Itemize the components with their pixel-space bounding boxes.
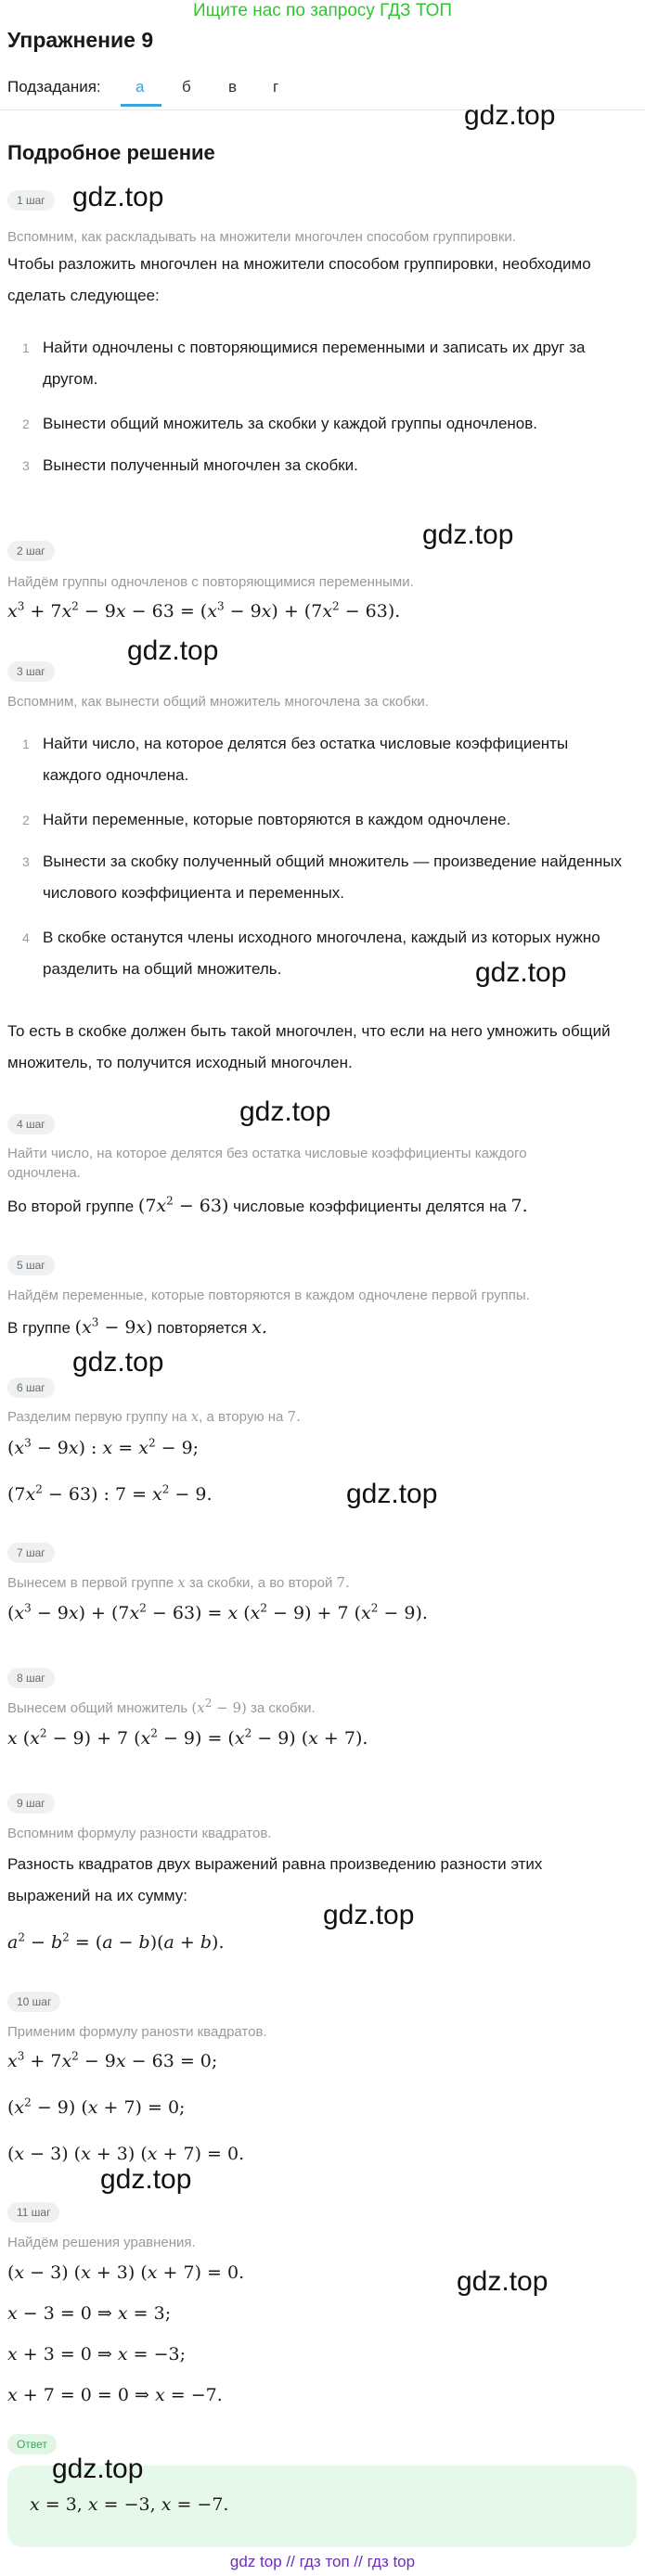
step-badge: 1 шаг (7, 190, 55, 211)
step-note: Найдём переменные, которые повторяются в каждом одночлене первой группы. (7, 1288, 530, 1303)
step-text: Чтобы разложить многочлен на множители способом группировки, необходимо сделать следующее: (7, 255, 591, 304)
step-note: Применим формулу раноsти квадратов. (7, 2024, 267, 2040)
answer-equation: x = 3, x = −3, x = −7. (30, 2494, 229, 2515)
equation: x + 7 = 0 = 0 ⇒ x = −7. (7, 2385, 223, 2405)
step-text: Во второй группе $(7x^2 - 63)$ числовые коэффициенты делятся на 7. (7, 1194, 528, 1216)
watermark: gdz.top (475, 957, 567, 988)
step-badge: 10 шаг (7, 1992, 60, 2012)
list-number: 3 (22, 854, 30, 869)
subtasks-label: Подзадания: (7, 78, 101, 96)
step-note: Вынесем общий множитель $(x^2 - 9)$ за скобки. (7, 1697, 316, 1716)
variable: x. (252, 1317, 267, 1338)
tab-b[interactable]: б (182, 78, 191, 96)
tab-a[interactable]: а (135, 78, 145, 96)
tab-g[interactable]: г (273, 78, 279, 96)
note-part: Вынесем в первой группе (7, 1575, 174, 1591)
step-badge: 8 шаг (7, 1668, 55, 1688)
list-text: Найти переменные, которые повторяются в каждом одночлене. (43, 811, 511, 828)
equation: $x^3 + 7x^2 - 9x - 63 = (x^3 - 9x) + (7x^2 - 63)$. (7, 599, 401, 622)
equation: (x − 3) (x + 3) (x + 7) = 0. (7, 2144, 245, 2164)
step-note: Разделим первую группу на x, а вторую на 7. (7, 1408, 301, 1425)
watermark: gdz.top (457, 2266, 548, 2297)
watermark: gdz.top (346, 1479, 438, 1509)
watermark: gdz.top (323, 1900, 415, 1930)
list-text: Вынести за скобку полученный общий множитель — произведение найденных числового коэффициента и переменных. (43, 852, 623, 902)
equation: $a^2 - b^2 = (a - b)(a + b)$. (7, 1930, 225, 1953)
text-part: числовые коэффициенты делятся на (233, 1198, 507, 1215)
list-number: 4 (22, 930, 30, 945)
watermark: gdz.top (239, 1096, 331, 1127)
watermark: gdz.top (72, 182, 164, 212)
equation: $x^3 + 7x^2 - 9x - 63 = 0$; (7, 2049, 218, 2071)
watermark: gdz.top (52, 2454, 144, 2484)
list-text: В скобке останутся члены исходного многочлена, каждый из которых нужно разделить на общий множитель. (43, 929, 600, 978)
list-text: Найти одночлены с повторяющимися переменными и записать их друг за другом. (43, 339, 586, 388)
answer-badge: Ответ (7, 2434, 57, 2454)
list-text: Вынести общий множитель за скобки у каждой группы одночленов. (43, 415, 538, 432)
step-badge: 7 шаг (7, 1543, 55, 1563)
active-tab-indicator (121, 104, 161, 107)
section-title: Подробное решение (7, 141, 215, 164)
list-number: 2 (22, 417, 30, 431)
watermark: gdz.top (127, 635, 219, 666)
step-text: В группе $(x^3 - 9x)$ повторяется x. (7, 1315, 267, 1338)
watermark: gdz.top (464, 100, 556, 131)
text-part: Во второй группе (7, 1198, 135, 1215)
text-part: В группе (7, 1319, 71, 1337)
list-number: 1 (22, 340, 30, 355)
equation: x − 3 = 0 ⇒ x = 3; (7, 2303, 172, 2324)
note-part: Разделим первую группу на (7, 1409, 187, 1425)
top-banner[interactable]: Ищите нас по запросу ГДЗ ТОП (192, 1, 453, 20)
watermark: gdz.top (100, 2164, 192, 2195)
note-part: , а вторую на (199, 1409, 284, 1425)
note-part: 7. (287, 1408, 301, 1425)
step-note: Вспомним, как вынести общий множитель многочлена за скобки. (7, 694, 429, 710)
tab-v[interactable]: в (228, 78, 238, 96)
note-part: Вынесем общий множитель (7, 1700, 188, 1716)
watermark: gdz.top (72, 1347, 164, 1378)
step-note: Вынесем в первой группе x за скобки, а во второй 7. (7, 1574, 350, 1591)
step-badge: 9 шаг (7, 1793, 55, 1813)
note-part: за скобки, а во второй (188, 1575, 333, 1591)
text-part: повторяется (157, 1319, 248, 1337)
step-badge: 11 шаг (7, 2202, 59, 2223)
footer-links[interactable]: gdz top // гдз топ // гдз top (229, 2553, 416, 2570)
list-number: 1 (22, 737, 30, 751)
equation: $(x^2 - 9) (x + 7) = 0$; (7, 2095, 186, 2118)
equation: x + 3 = 0 ⇒ x = −3; (7, 2344, 187, 2365)
step-note: Найдём группы одночленов с повторяющимися переменными. (7, 574, 414, 590)
list-text: Вынести полученный многочлен за скобки. (43, 456, 358, 474)
value: 7. (510, 1196, 528, 1216)
step-badge: 2 шаг (7, 541, 55, 561)
step-badge: 4 шаг (7, 1114, 55, 1134)
equation: $(x^3 - 9x) + (7x^2 - 63) = x$ $(x^2 - 9) + 7$ $(x^2 - 9)$. (7, 1601, 428, 1623)
step-text: То есть в скобке должен быть такой многочлен, что если на него умножить общий множитель, то получится исходный многочлен. (7, 1022, 611, 1071)
step-note: Найдём решения уравнения. (7, 2235, 196, 2250)
list-number: 2 (22, 813, 30, 827)
note-part: за скобки. (251, 1700, 316, 1716)
step-badge: 6 шаг (7, 1378, 55, 1398)
page-title: Упражнение 9 (7, 28, 154, 52)
step-note: Вспомним формулу разности квадратов. (7, 1826, 272, 1841)
step-badge: 5 шаг (7, 1255, 55, 1275)
equation: $(x^3 - 9x)$ : $x = x^2 - 9$; (7, 1436, 200, 1458)
watermark: gdz.top (422, 519, 514, 550)
note-part: 7. (336, 1574, 350, 1591)
equation: (x − 3) (x + 3) (x + 7) = 0. (7, 2262, 245, 2283)
equation: $(7x^2 - 63)$ : $7 = x^2 - 9$. (7, 1482, 213, 1505)
step-note: Найти число, на которое делятся без остатка числовые коэффициенты каждого одночлена. (7, 1146, 527, 1181)
equation: x $(x^2 - 9) + 7$ $(x^2 - 9) = (x^2 - 9) (x + 7)$. (7, 1726, 368, 1749)
step-badge: 3 шаг (7, 661, 55, 682)
list-number: 3 (22, 458, 30, 473)
step-text: Разность квадратов двух выражений равна произведению разности этих выражений на их сумму: (7, 1855, 543, 1904)
list-text: Найти число, на которое делятся без остатка числовые коэффициенты каждого одночлена. (43, 735, 569, 784)
step-note: Вспомним, как раскладывать на множители многочлен способом группировки. (7, 229, 516, 245)
